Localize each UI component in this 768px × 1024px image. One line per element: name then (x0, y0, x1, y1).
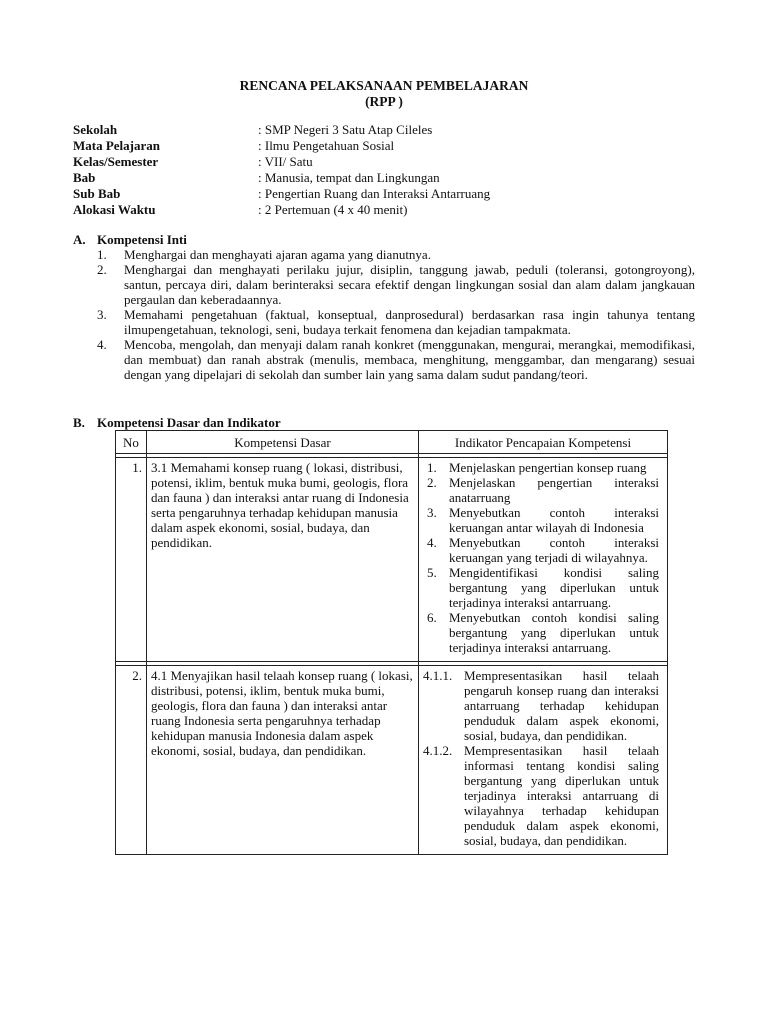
list-item (97, 262, 695, 307)
info-value: : Ilmu Pengetahuan Sosial (258, 138, 395, 153)
list-text: Mencoba, mengolah, dan menyaji dalam ranah konkret (menggunakan, mengurai, merangkai, memodifikasi, dan membuat) dan ranah abstrak (menulis, membaca, menghitung, menggambar, dan mengarang) sesuai dengan yang dipelajari di sekolah dan sumber lain yang sama dalam sudut pandang/teori. (124, 337, 695, 382)
document-title: RENCANA PELAKSANAAN PEMBELAJARAN (239, 78, 529, 93)
list-text: Menghargai dan menghayati perilaku jujur, disiplin, tanggung jawab, peduli (toleransi, gotongroyong), santun, percaya diri, dalam berinteraksi secara efektif dengan lingkungan sosial dan alam dalam jangkauan pergaulan dan keberadaannya. (124, 262, 695, 307)
indicator-text: Menyebutkan contoh kondisi saling bergantung yang diperlukan untuk terjadinya interaksi antarruang. (449, 610, 659, 655)
indicator-number: 4. (427, 535, 437, 550)
info-row-sub-bab (73, 186, 693, 202)
list-number: 2. (97, 262, 107, 277)
indicator-item (423, 668, 659, 743)
document-subtitle: (RPP ) (365, 94, 403, 109)
info-value: : VII/ Satu (258, 154, 313, 169)
info-label: Kelas/Semester (73, 154, 159, 169)
info-label: Sekolah (73, 122, 118, 137)
info-row-alokasi-waktu (73, 202, 693, 218)
list-number: 1. (97, 247, 107, 262)
indicator-item (423, 743, 659, 848)
indicator-text: Mempresentasikan hasil telaah informasi tentang kondisi saling bergantung yang diperlukan untuk terjadinya interaksi antarruang di wilayahnya terhadap kehidupan penduduk dalam aspek ekonomi, sosial, budaya, dan pendidikan. (464, 743, 659, 848)
section-b-heading (73, 415, 281, 430)
indicator-number: 2. (427, 475, 437, 490)
section-letter: B. (73, 415, 85, 430)
indicator-number: 6. (427, 610, 437, 625)
info-label: Bab (73, 170, 96, 185)
list-item (97, 337, 695, 382)
indicator-number: 3. (427, 505, 437, 520)
indicator-number: 5. (427, 565, 437, 580)
indicator-item (427, 610, 659, 655)
indicator-text: Mengidentifikasi kondisi saling bergantung yang diperlukan untuk terjadinya interaksi antarruang. (449, 565, 659, 610)
list-number: 4. (97, 337, 107, 352)
kompetensi-table (115, 430, 668, 855)
section-title: Kompetensi Dasar dan Indikator (97, 415, 281, 430)
list-item (97, 307, 695, 337)
row-number: 1. (116, 458, 147, 662)
indicator-text: Menjelaskan pengertian interaksi anatarruang (449, 475, 659, 505)
indicator-item (427, 505, 659, 535)
info-row-mata-pelajaran (73, 138, 693, 154)
indicator-item (427, 460, 659, 475)
list-item (97, 247, 695, 262)
list-text: Menghargai dan menghayati ajaran agama yang dianutnya. (124, 247, 431, 262)
info-row-sekolah (73, 122, 693, 138)
indicator-item (427, 475, 659, 505)
identity-block (73, 122, 693, 218)
indicator-text: Menjelaskan pengertian konsep ruang (449, 460, 647, 475)
table-row (116, 666, 668, 855)
info-label: Sub Bab (73, 186, 121, 201)
info-row-bab (73, 170, 693, 186)
indicator-number: 4.1.1. (423, 668, 453, 683)
header-no: No (116, 431, 147, 454)
table-header-row (116, 431, 668, 454)
indicator-item (427, 565, 659, 610)
section-letter: A. (73, 232, 86, 247)
table-row (116, 458, 668, 662)
list-text: Memahami pengetahuan (faktual, konseptual, danprosedural) berdasarkan rasa ingin tahunya tentang ilmupengetahuan, teknologi, seni, budaya terkait fenomena dan kejadian tampakmata. (124, 307, 695, 337)
indikator-cell (419, 458, 668, 662)
info-value: : SMP Negeri 3 Satu Atap Cileles (258, 122, 433, 137)
kompetensi-inti-list (97, 247, 695, 382)
info-label: Alokasi Waktu (73, 202, 156, 217)
list-number: 3. (97, 307, 107, 322)
info-label: Mata Pelajaran (73, 138, 161, 153)
indicator-item (427, 535, 659, 565)
info-row-kelas-semester (73, 154, 693, 170)
kompetensi-dasar-cell: 4.1 Menyajikan hasil telaah konsep ruang ( lokasi, distribusi, potensi, iklim, bentuk muka bumi, geologis, flora dan fauna ) dan interaksi antar ruang Indonesia serta pengaruhnya terhadap kehidupan manusia Indonesia dalam aspek ekonomi, sosial, budaya, dan pendidikan. (147, 666, 419, 855)
info-value: : Pengertian Ruang dan Interaksi Antarruang (258, 186, 491, 201)
indicator-number: 4.1.2. (423, 743, 453, 758)
indicator-text: Mempresentasikan hasil telaah pengaruh konsep ruang dan interaksi antarruang terhadap kehidupan penduduk dalam aspek ekonomi, sosial, budaya, dan pendidikan. (464, 668, 659, 743)
section-title: Kompetensi Inti (97, 232, 187, 247)
indikator-cell (419, 666, 668, 855)
indicator-text: Menyebutkan contoh interaksi keruangan antar wilayah di Indonesia (449, 505, 659, 535)
section-a-heading (73, 232, 187, 247)
info-value: : 2 Pertemuan (4 x 40 menit) (258, 202, 408, 217)
kompetensi-dasar-cell: 3.1 Memahami konsep ruang ( lokasi, distribusi, potensi, iklim, bentuk muka bumi, geologis, flora dan fauna ) dan interaksi antar ruang di Indonesia serta pengaruhnya terhadap kehidupan manusia dalam aspek ekonomi, sosial, budaya, dan pendidikan. (147, 458, 419, 662)
indicator-text: Menyebutkan contoh interaksi keruangan yang terjadi di wilayahnya. (449, 535, 659, 565)
header-indikator: Indikator Pencapaian Kompetensi (419, 431, 668, 454)
row-number: 2. (116, 666, 147, 855)
indicator-number: 1. (427, 460, 437, 475)
info-value: : Manusia, tempat dan Lingkungan (258, 170, 440, 185)
header-kompetensi-dasar: Kompetensi Dasar (147, 431, 419, 454)
